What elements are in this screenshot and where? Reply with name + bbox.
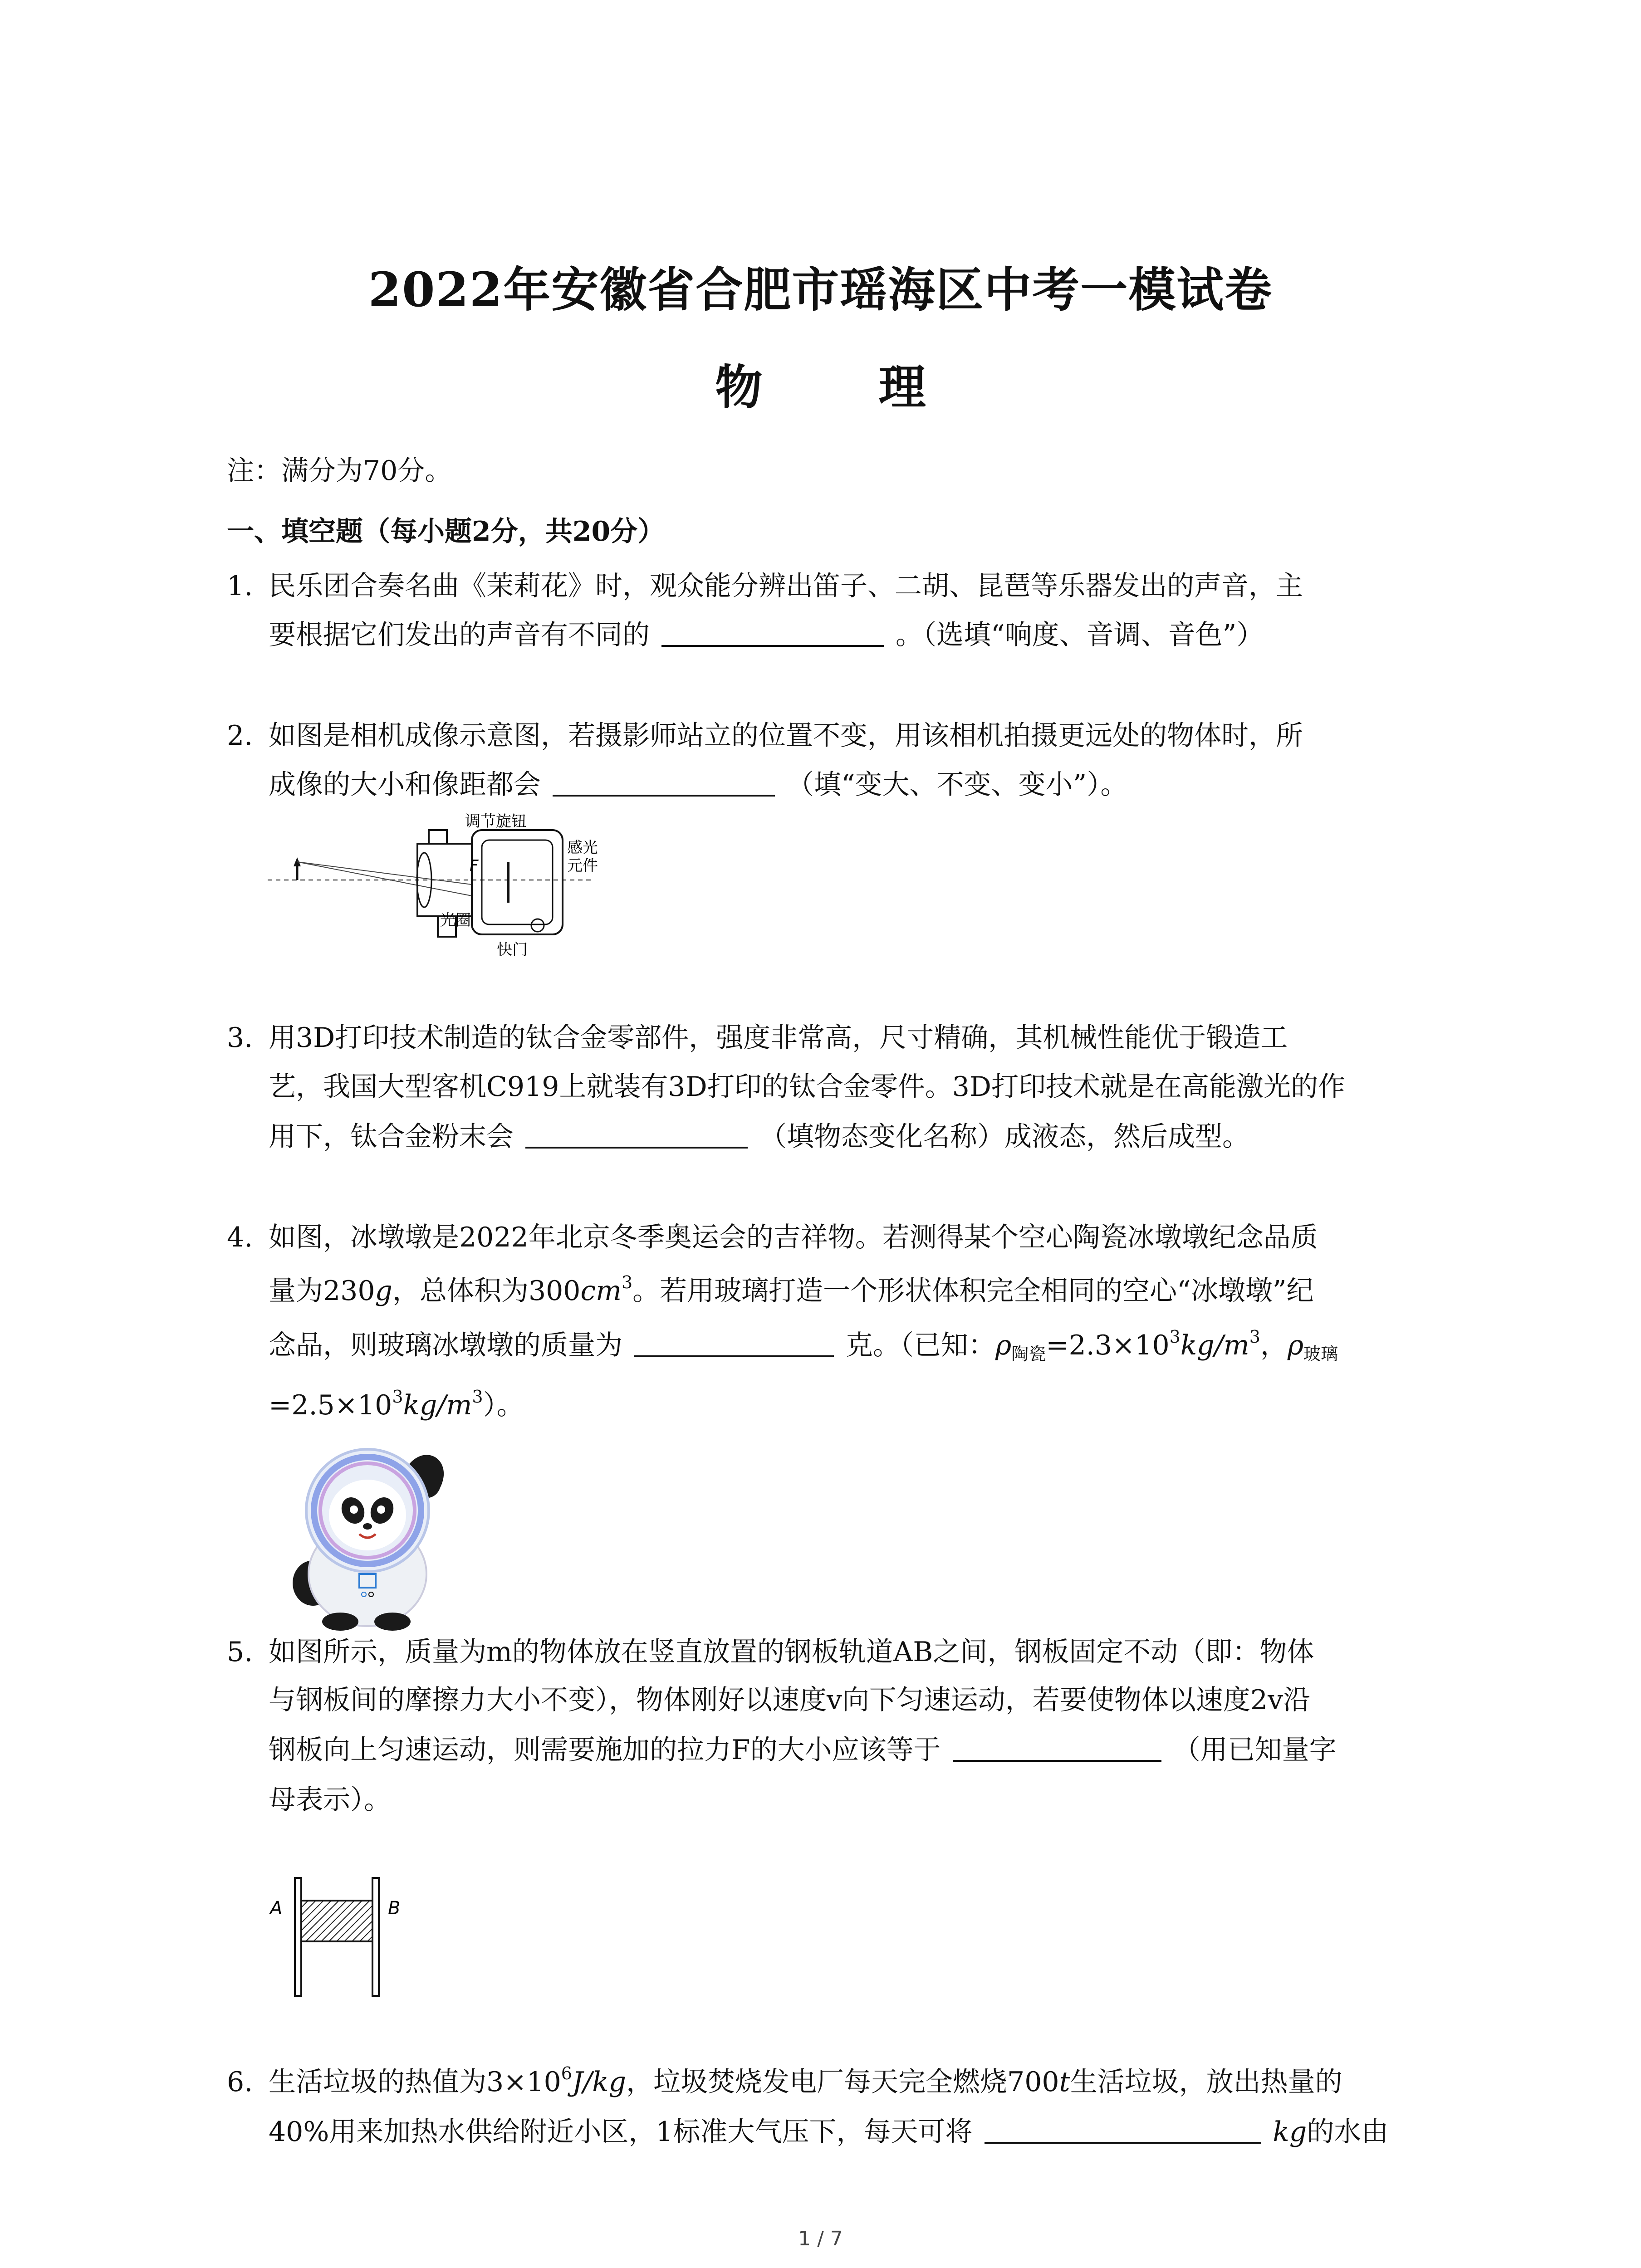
question-2-line-1: 2. 如图是相机成像示意图，若摄影师站立的位置不变，用该相机拍摄更远处的物体时，所 [227, 718, 1303, 754]
question-number: 6. [227, 2066, 253, 2098]
question-number: 3. [227, 1022, 253, 1054]
question-4-line-2: 量为230g，总体积为$300cm^3$。若用玻璃打造一个形状体积完全相同的空心“冰墩墩”纪 [269, 1272, 1314, 1307]
question-2-line-2: 成像的大小和像距都会 （填“变大、不变、变小”）。 [269, 769, 1128, 801]
question-6-line-1: 6. 生活垃圾的热值为$3\times 10^6J/kg$，垃圾焚烧发电厂每天完全燃烧700t生活垃圾，放出热量的 [227, 2064, 1342, 2100]
question-1-line-2: 要根据它们发出的声音有不同的 。（选填“响度、音调、音色”） [269, 619, 1264, 651]
answer-blank[interactable] [953, 1734, 1161, 1762]
question-number: 1. [227, 570, 253, 602]
page-title: 2022年安徽省合肥市瑶海区中考一模试卷 [368, 262, 1273, 318]
subject-title: 物 理 [715, 359, 976, 415]
answer-blank[interactable] [985, 2116, 1261, 2144]
question-4-line-3: 念品，则玻璃冰墩墩的质量为 克。（已知：$\rho_{陶瓷}=2.3\times 10^3kg/m^3$，$\rho_{玻璃}$ [269, 1327, 1338, 1364]
aperture-label: 光圈 [440, 911, 471, 929]
question-number: 4. [227, 1222, 253, 1253]
knob-label: 调节旋钮 [465, 812, 527, 831]
label-a: A [270, 1898, 283, 1919]
question-3-line-1: 3. 用3D打印技术制造的钛合金零部件，强度非常高，尺寸精确，其机械性能优于锻造工 [227, 1020, 1288, 1056]
question-5-line-4: 母表示）。 [269, 1784, 391, 1816]
page-number: 1 / 7 [798, 2227, 843, 2250]
sensor-label-2: 元件 [567, 857, 598, 875]
label-b: B [388, 1898, 401, 1919]
question-5-line-1: 5. 如图所示，质量为m的物体放在竖直放置的钢板轨道AB之间，钢板固定不动（即：物体 [227, 1634, 1314, 1670]
answer-blank[interactable] [553, 768, 775, 797]
question-1-line-1: 1. 民乐团合奏名曲《茉莉花》时，观众能分辨出笛子、二胡、昆琶等乐器发出的声音，主 [227, 568, 1303, 604]
question-4-line-4: $=2.5\times 10^3kg/m^3$）。 [269, 1387, 524, 1421]
focus-label: F [470, 857, 479, 875]
shutter-label: 快门 [497, 941, 528, 959]
steel-track-diagram [265, 1873, 415, 2000]
bing-dwen-dwen-image [263, 1433, 463, 1633]
answer-blank[interactable] [661, 619, 884, 647]
score-note: 注：满分为70分。 [227, 455, 452, 487]
question-3-line-3: 用下，钛合金粉末会 （填物态变化名称）成液态，然后成型。 [269, 1121, 1249, 1153]
question-4-line-1: 4. 如图，冰墩墩是2022年北京冬季奥运会的吉祥物。若测得某个空心陶瓷冰墩墩纪念品质 [227, 1219, 1318, 1256]
question-number: 5. [227, 1636, 253, 1668]
question-5-line-2: 与钢板间的摩擦力大小不变），物体刚好以速度v向下匀速运动，若要使物体以速度2v沿 [269, 1684, 1310, 1716]
question-5-line-3: 钢板向上匀速运动，则需要施加的拉力F的大小应该等于 （用已知量字 [269, 1734, 1337, 1766]
question-6-line-2: 40%用来加热水供给附近小区，1标准大气压下，每天可将 kg的水由 [269, 2116, 1389, 2148]
section-heading: 一、填空题（每小题2分，共20分） [227, 516, 665, 547]
question-number: 2. [227, 720, 253, 752]
sensor-label-1: 感光 [567, 839, 598, 857]
answer-blank[interactable] [634, 1329, 834, 1357]
answer-blank[interactable] [525, 1120, 748, 1149]
question-3-line-2: 艺，我国大型客机C919上就装有3D打印的钛合金零件。3D打印技术就是在高能激光的作 [269, 1071, 1345, 1103]
camera-diagram [268, 812, 603, 966]
